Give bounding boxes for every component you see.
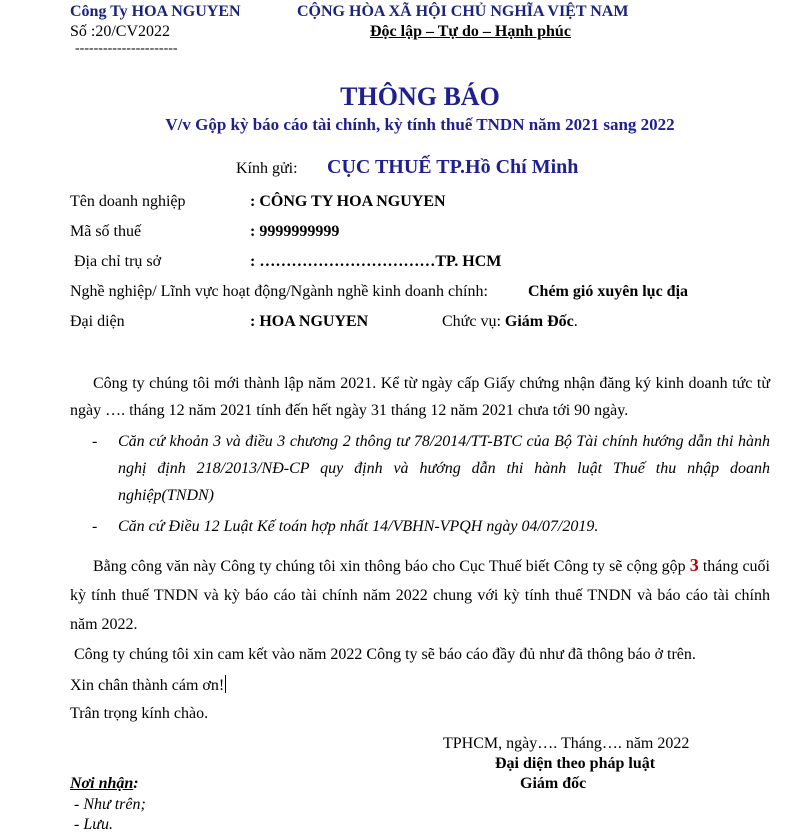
recipient-item-1: - Như trên; bbox=[70, 796, 146, 813]
bullet-text: Căn cứ khoản 3 và điều 3 chương 2 thông tư 78/2014/TT-BTC của Bộ Tài chính hướng dẫn thi hành nghị định 218/2013/NĐ-CP quy định và hướng dẫn thi hành luật Thuế thu nhập doanh nghiệp(TNDN) bbox=[118, 433, 770, 504]
paragraph-1-text: Công ty chúng tôi mới thành lập năm 2021. Kể từ ngày cấp Giấy chứng nhận đăng ký kinh doanh tức từ ngày …. tháng 12 năm 2021 tính đến hết ngày 31 tháng 12 năm 2021 chưa tới 90 ngày. bbox=[70, 375, 770, 419]
regards-line: Trân trọng kính chào. bbox=[70, 705, 209, 722]
legal-basis-list bbox=[92, 428, 770, 540]
document-subject: V/v Gộp kỳ báo cáo tài chính, kỳ tính thuế TNDN năm 2021 sang 2022 bbox=[165, 115, 675, 134]
address-label: Địa chỉ trụ sở bbox=[70, 253, 162, 270]
address-value: : ……………………………TP. HCM bbox=[250, 253, 502, 270]
position-end: . bbox=[573, 313, 578, 330]
company-name-value: : CÔNG TY HOA NGUYEN bbox=[250, 193, 446, 210]
paragraph-2-text: Bằng công văn này Công ty chúng tôi xin thông báo cho Cục Thuế biết Công ty sẽ cộng gộp bbox=[93, 558, 686, 575]
national-motto: Độc lập – Tự do – Hạnh phúc bbox=[370, 23, 571, 40]
thanks-text: Xin chân thành cám ơn! bbox=[70, 677, 225, 694]
signature-title: Giám đốc bbox=[520, 775, 587, 792]
company-name-label: Tên doanh nghiệp bbox=[70, 193, 186, 210]
highlight-number: 3 bbox=[689, 555, 699, 575]
body-paragraph-2 bbox=[70, 551, 770, 639]
company-rule: ---------------------- bbox=[75, 41, 178, 56]
representative-value: : HOA NGUYEN bbox=[250, 313, 369, 330]
company-name: Công Ty HOA NGUYEN bbox=[70, 3, 241, 20]
text-cursor bbox=[225, 675, 226, 693]
thanks-line bbox=[70, 675, 226, 695]
list-item bbox=[92, 513, 770, 540]
national-title: CỘNG HÒA XÃ HỘI CHỦ NGHĨA VIỆT NAM bbox=[297, 3, 629, 20]
signature-role: Đại diện theo pháp luật bbox=[495, 755, 656, 772]
list-item bbox=[92, 428, 770, 509]
body-paragraph-3: Công ty chúng tôi xin cam kết vào năm 2022 Công ty sẽ báo cáo đầy đủ như đã thông báo ở trên. bbox=[70, 646, 696, 663]
body-paragraph-1 bbox=[70, 370, 770, 424]
business-label: Nghề nghiệp/ Lĩnh vực hoạt động/Ngành nghề kinh doanh chính: bbox=[70, 283, 488, 300]
recipients-heading bbox=[70, 775, 139, 793]
bullet-text: Căn cứ Điều 12 Luật Kế toán hợp nhất 14/VBHN-VPQH ngày 04/07/2019. bbox=[118, 518, 599, 535]
business-value: Chém gió xuyên lục địa bbox=[528, 283, 689, 300]
representative-label: Đại diện bbox=[70, 313, 125, 330]
tax-code-value: : 9999999999 bbox=[250, 223, 340, 240]
bullet-dash: - bbox=[92, 518, 98, 535]
position-label: Chức vụ: bbox=[442, 313, 501, 330]
document-number: Số :20/CV2022 bbox=[70, 23, 171, 40]
signature-date: TPHCM, ngày…. Tháng…. năm 2022 bbox=[443, 735, 690, 752]
position-value: Giám Đốc bbox=[504, 313, 574, 330]
bullet-dash: - bbox=[92, 433, 98, 450]
recipients-label: Nơi nhận bbox=[70, 775, 134, 792]
recipients-colon: : bbox=[133, 775, 139, 792]
recipient-label: Kính gửi: bbox=[236, 160, 298, 177]
page-title: THÔNG BÁO bbox=[340, 82, 500, 111]
recipient-item-2: - Lưu. bbox=[70, 816, 113, 833]
position-row bbox=[442, 313, 578, 331]
recipient-name: CỤC THUẾ TP.Hồ Chí Minh bbox=[327, 156, 579, 178]
paragraph-2-continuation: tháng cuối kỳ tính thuế TNDN và kỳ báo cáo tài chính năm 2022 chung với kỳ tính thuế TNDN và báo cáo tài chính năm 2022. bbox=[70, 558, 770, 633]
tax-code-label: Mã số thuế bbox=[70, 223, 142, 240]
